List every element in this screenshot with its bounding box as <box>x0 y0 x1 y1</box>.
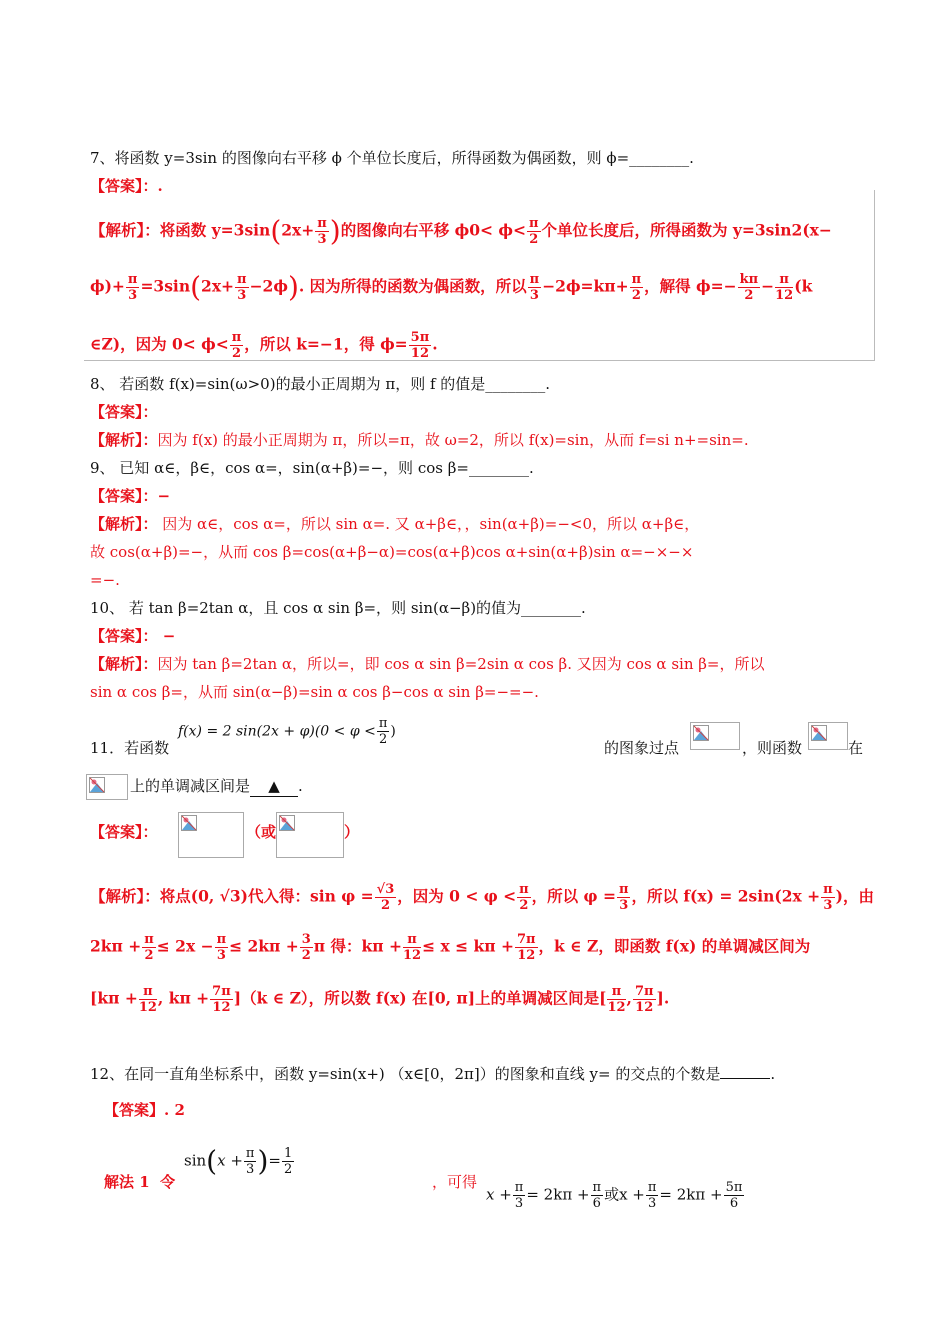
q11-formula: f(x) = 2 sin(2x + φ)(0 < φ < $\frac{\pi}{2}$ ) <box>178 716 396 747</box>
q11-function-image <box>808 722 848 750</box>
q7-answer: 【答案】：. <box>90 177 163 195</box>
q12-solution: x + $\frac{\pi}{3}$ = 2kπ + $\frac{\pi}{6}$ 或x + $\frac{\pi}{3}$ = 2kπ + $\frac{5\pi}{6}$ <box>486 1180 743 1211</box>
q11-point-image <box>690 722 740 750</box>
q12-comma-get: ，可得 <box>432 1173 478 1191</box>
q12-equation: sin(x + $\frac{\pi}{3}$ )= $\frac{1}{2}$ <box>184 1144 293 1178</box>
q12-answer: 【答案】. 2 <box>104 1101 185 1119</box>
q9-answer: 【答案】：− <box>90 487 171 505</box>
q10-question: 10、 若 tan β=2tan α，且 cos α sin β=，则 sin(α−β)的值为________. <box>90 599 586 617</box>
q11-analysis-line1: 【解析】：将点(0, √3)代入得：sin φ = $\frac{√3}{2}$ ，因为 0 < φ < $\frac{\pi}{2}$ ，所以 φ = $\frac{\pi}{3}$ ，所以 f(x) = 2sin(2x + $\frac{\pi}{3}$ )，由 <box>90 882 875 913</box>
q11-analysis-line3: [kπ + $\frac{\pi}{12}$ , kπ + $\frac{7\pi}{12}$ ]（k ∈ Z），所以数 f(x) 在[0, π]上的单调减区间是[ $\frac{\pi}{12}$ , $\frac{7\pi}{12}$ ]. <box>90 984 670 1015</box>
q7-analysis-line1: 【解析】：将函数 y=3sin(2x+ $\frac{\pi}{3}$ )的图像向右平移 ϕ0< ϕ< $\frac{\pi}{2}$ 个单位长度后，所得函数为 y=3sin2(x− <box>90 214 832 248</box>
q12-question: 12、在同一直角坐标系中，函数 y=sin(x+) （x∈[0，2π]）的图象和直线 y= 的交点的个数是 . <box>90 1065 776 1083</box>
q11-prefix: 11．若函数 <box>90 739 170 757</box>
q10-answer: 【答案】： − <box>90 627 176 645</box>
q9-question: 9、 已知 α∈，β∈，cos α=，sin(α+β)=−，则 cos β=________. <box>90 459 534 477</box>
q9-analysis-line3: =−. <box>90 571 120 589</box>
image-placeholder-icon <box>811 725 827 741</box>
q11-analysis-line2: 2kπ + $\frac{\pi}{2}$ ≤ 2x − $\frac{\pi}{3}$ ≤ 2kπ + $\frac{3}{2}$ π 得：kπ + $\frac{\pi}{12}$ ≤ x ≤ kπ + $\frac{7\pi}{12}$ ，k ∈ Z，即函数 f(x) 的单调减区间为 <box>90 932 811 963</box>
q12-method-label: 解法 1 令 <box>104 1173 176 1191</box>
q9-analysis-line2: 故 cos(α+β)=−，从而 cos β=cos(α+β−α)=cos(α+β)cos α+sin(α+β)sin α=−×−× <box>90 543 694 561</box>
q11-or-close: ） <box>344 823 360 841</box>
image-placeholder-icon <box>693 725 709 741</box>
q7-analysis-line3: ∈Z)，因为 0< ϕ< $\frac{\pi}{2}$ ，所以 k=−1，得 ϕ= $\frac{5\pi}{12}$ . <box>90 330 438 361</box>
q11-answer-image-2 <box>276 812 344 858</box>
q11-interval-image <box>86 774 128 800</box>
q11-answer-image-1 <box>178 812 244 858</box>
q11-then: ，则函数 <box>742 739 803 757</box>
q11-or-open: （或 <box>246 823 277 841</box>
q10-analysis-line1: 【解析】：因为 tan β=2tan α，所以=，即 cos α sin β=2sin α cos β. 又因为 cos α sin β=，所以 <box>90 655 765 673</box>
q8-question: 8、 若函数 f(x)=sin(ω>0)的最小正周期为 π，则 f 的值是________. <box>90 375 551 393</box>
q7-question: 7、将函数 y=3sin 的图像向右平移 ϕ 个单位长度后，所得函数为偶函数，则 ϕ=________. <box>90 149 694 167</box>
q11-passes: 的图象过点 <box>604 739 680 757</box>
image-placeholder-icon <box>89 777 105 793</box>
q11-on: 在 <box>848 739 864 757</box>
image-placeholder-icon <box>181 815 197 831</box>
q11-interval-text: 上的单调减区间是 ▲ . <box>130 777 303 795</box>
q8-answer: 【答案】： <box>90 403 158 421</box>
q9-analysis-line1: 【解析】： 因为 α∈，cos α=，所以 sin α=. 又 α+β∈，，sin(α+β)=−<0，所以 α+β∈， <box>90 515 700 533</box>
image-placeholder-icon <box>279 815 295 831</box>
q10-analysis-line2: sin α cos β=，从而 sin(α−β)=sin α cos β−cos α sin β=−=−. <box>90 683 539 701</box>
q11-answer: 【答案】： <box>90 823 158 841</box>
q7-analysis-line2: ϕ)+ $\frac{\pi}{3}$ =3sin(2x+ $\frac{\pi}{3}$ −2ϕ). 因为所得的函数为偶函数，所以 $\frac{\pi}{3}$ −2ϕ=kπ+ $\frac{\pi}{2}$ ，解得 ϕ=− $\frac{k\pi}{2}$ − $\frac{\pi}{12}$ (k <box>90 270 813 304</box>
q8-analysis: 【解析】：因为 f(x) 的最小正周期为 π，所以=π，故 ω=2，所以 f(x)=sin，从而 f=si n+=sin=. <box>90 431 749 449</box>
